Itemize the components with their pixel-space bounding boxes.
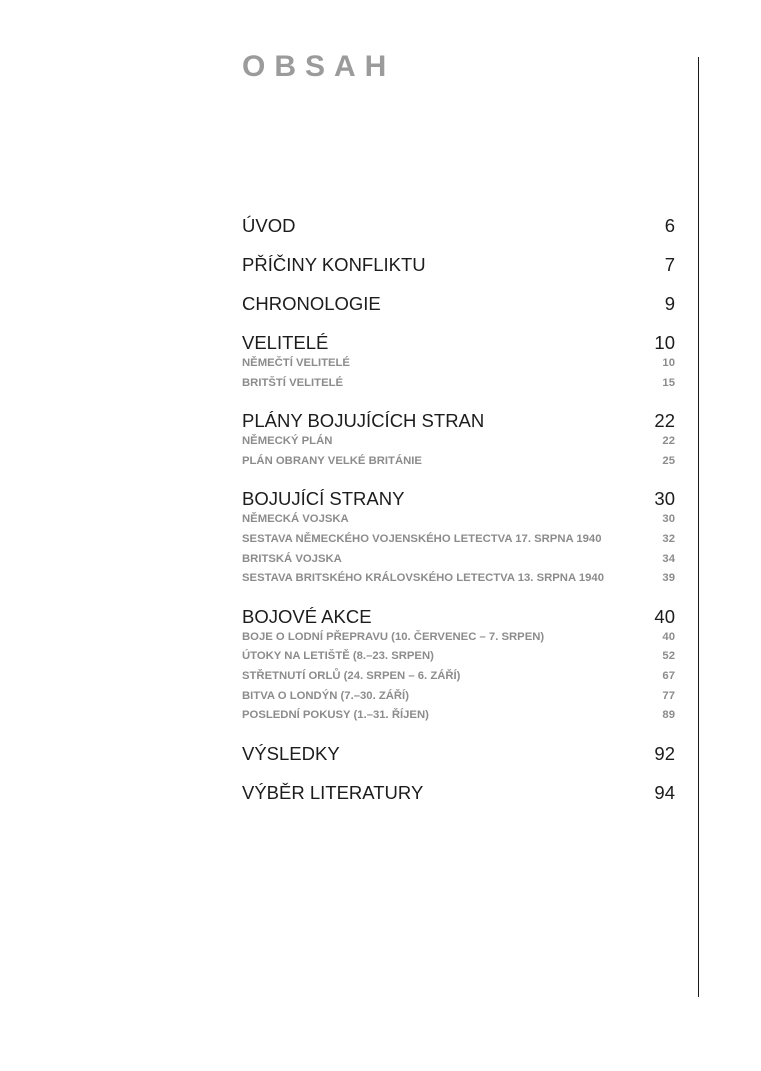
table-of-contents [242,214,675,820]
toc-subentries [242,354,675,393]
toc-entry-page-number: 92 [654,742,675,764]
toc-subentry-page-number: 52 [662,650,675,663]
toc-section [242,605,675,726]
toc-section [242,331,675,393]
toc-subentry-page-number: 34 [662,552,675,565]
toc-entry[interactable] [242,292,675,315]
toc-section [242,487,675,588]
toc-subentry-page-number: 32 [662,532,675,545]
toc-entry[interactable] [242,781,675,804]
toc-subentry-label: ÚTOKY NA LETIŠTĚ (8.–23. SRPEN) [242,650,434,663]
toc-subentry-label: SESTAVA NĚMECKÉHO VOJENSKÉHO LETECTVA 17. SRPNA 1940 [242,532,602,545]
toc-subentry-label: BRITŠTÍ VELITELÉ [242,376,344,389]
toc-entry-page-number: 6 [664,215,675,236]
toc-subentry[interactable] [242,569,675,589]
toc-section [242,742,675,765]
toc-subentry[interactable] [242,432,675,452]
toc-entry-page-number: 9 [664,293,675,314]
toc-subentry[interactable] [242,530,675,550]
toc-subentry-page-number: 39 [662,572,675,585]
toc-subentry-label: NĚMEČTÍ VELITELÉ [242,357,350,369]
toc-entry-label: PŘÍČINY KONFLIKTU [242,254,426,275]
toc-subentry[interactable] [242,647,675,667]
toc-section [242,292,675,315]
toc-subentries [242,432,675,471]
toc-subentry-page-number: 10 [662,357,675,369]
toc-subentry[interactable] [242,550,675,570]
toc-subentry[interactable] [242,628,675,648]
toc-subentry-label: BRITSKÁ VOJSKA [242,552,342,565]
toc-subentry-label: BOJE O LODNÍ PŘEPRAVU (10. ČERVENEC – 7. SRPEN) [242,630,545,643]
toc-section [242,409,675,471]
toc-entry-label: BOJUJÍCÍ STRANY [242,488,405,510]
toc-subentry-label: BITVA O LONDÝN (7.–30. ZÁŘÍ) [242,689,409,702]
toc-entry[interactable] [242,409,675,432]
toc-subentry-page-number: 40 [662,630,675,643]
toc-subentry-label: STŘETNUTÍ ORLŮ (24. SRPEN – 6. ZÁŘÍ) [242,669,461,682]
toc-entry[interactable] [242,742,675,765]
toc-subentry[interactable] [242,706,675,726]
toc-entry[interactable] [242,487,675,510]
toc-subentry-page-number: 89 [662,709,675,722]
toc-entry-label: BOJOVÉ AKCE [242,605,372,627]
toc-entry-label: VÝSLEDKY [242,742,340,764]
toc-section [242,253,675,276]
toc-section [242,781,675,804]
toc-entry-label: PLÁNY BOJUJÍCÍCH STRAN [242,410,485,432]
toc-entry[interactable] [242,214,675,237]
toc-entry[interactable] [242,331,675,354]
toc-entry-label: ÚVOD [242,215,296,236]
vertical-rule [698,57,699,997]
toc-subentry-page-number: 30 [662,513,675,526]
toc-subentry[interactable] [242,374,675,394]
toc-section [242,214,675,237]
toc-subentry-page-number: 15 [662,376,675,389]
toc-subentry[interactable] [242,354,675,374]
toc-entry-label: VÝBĚR LITERATURY [242,781,424,803]
toc-entry-page-number: 40 [654,605,675,627]
toc-entry-page-number: 7 [664,254,675,275]
toc-subentry-page-number: 77 [662,689,675,702]
toc-subentries [242,628,675,726]
toc-subentry[interactable] [242,510,675,530]
toc-subentry-label: NĚMECKÁ VOJSKA [242,513,349,526]
toc-subentry-label: PLÁN OBRANY VELKÉ BRITÁNIE [242,454,422,467]
toc-entry-page-number: 22 [654,410,675,432]
toc-entry[interactable] [242,605,675,628]
toc-entry-page-number: 94 [654,781,675,803]
toc-subentry-page-number: 25 [662,454,675,467]
toc-subentry-page-number: 22 [662,435,675,448]
toc-entry-label: VELITELÉ [242,332,329,353]
toc-subentry-label: POSLEDNÍ POKUSY (1.–31. ŘÍJEN) [242,709,429,722]
toc-subentry-label: SESTAVA BRITSKÉHO KRÁLOVSKÉHO LETECTVA 13. SRPNA 1940 [242,572,604,585]
page-title: OBSAH [242,50,396,83]
toc-entry-label: CHRONOLOGIE [242,293,381,314]
toc-subentry-page-number: 67 [662,669,675,682]
toc-entry[interactable] [242,253,675,276]
toc-subentry-label: NĚMECKÝ PLÁN [242,435,333,448]
toc-entry-page-number: 10 [654,332,675,353]
toc-subentry[interactable] [242,667,675,687]
toc-subentry[interactable] [242,687,675,707]
toc-subentries [242,510,675,588]
toc-subentry[interactable] [242,452,675,472]
toc-entry-page-number: 30 [654,488,675,510]
